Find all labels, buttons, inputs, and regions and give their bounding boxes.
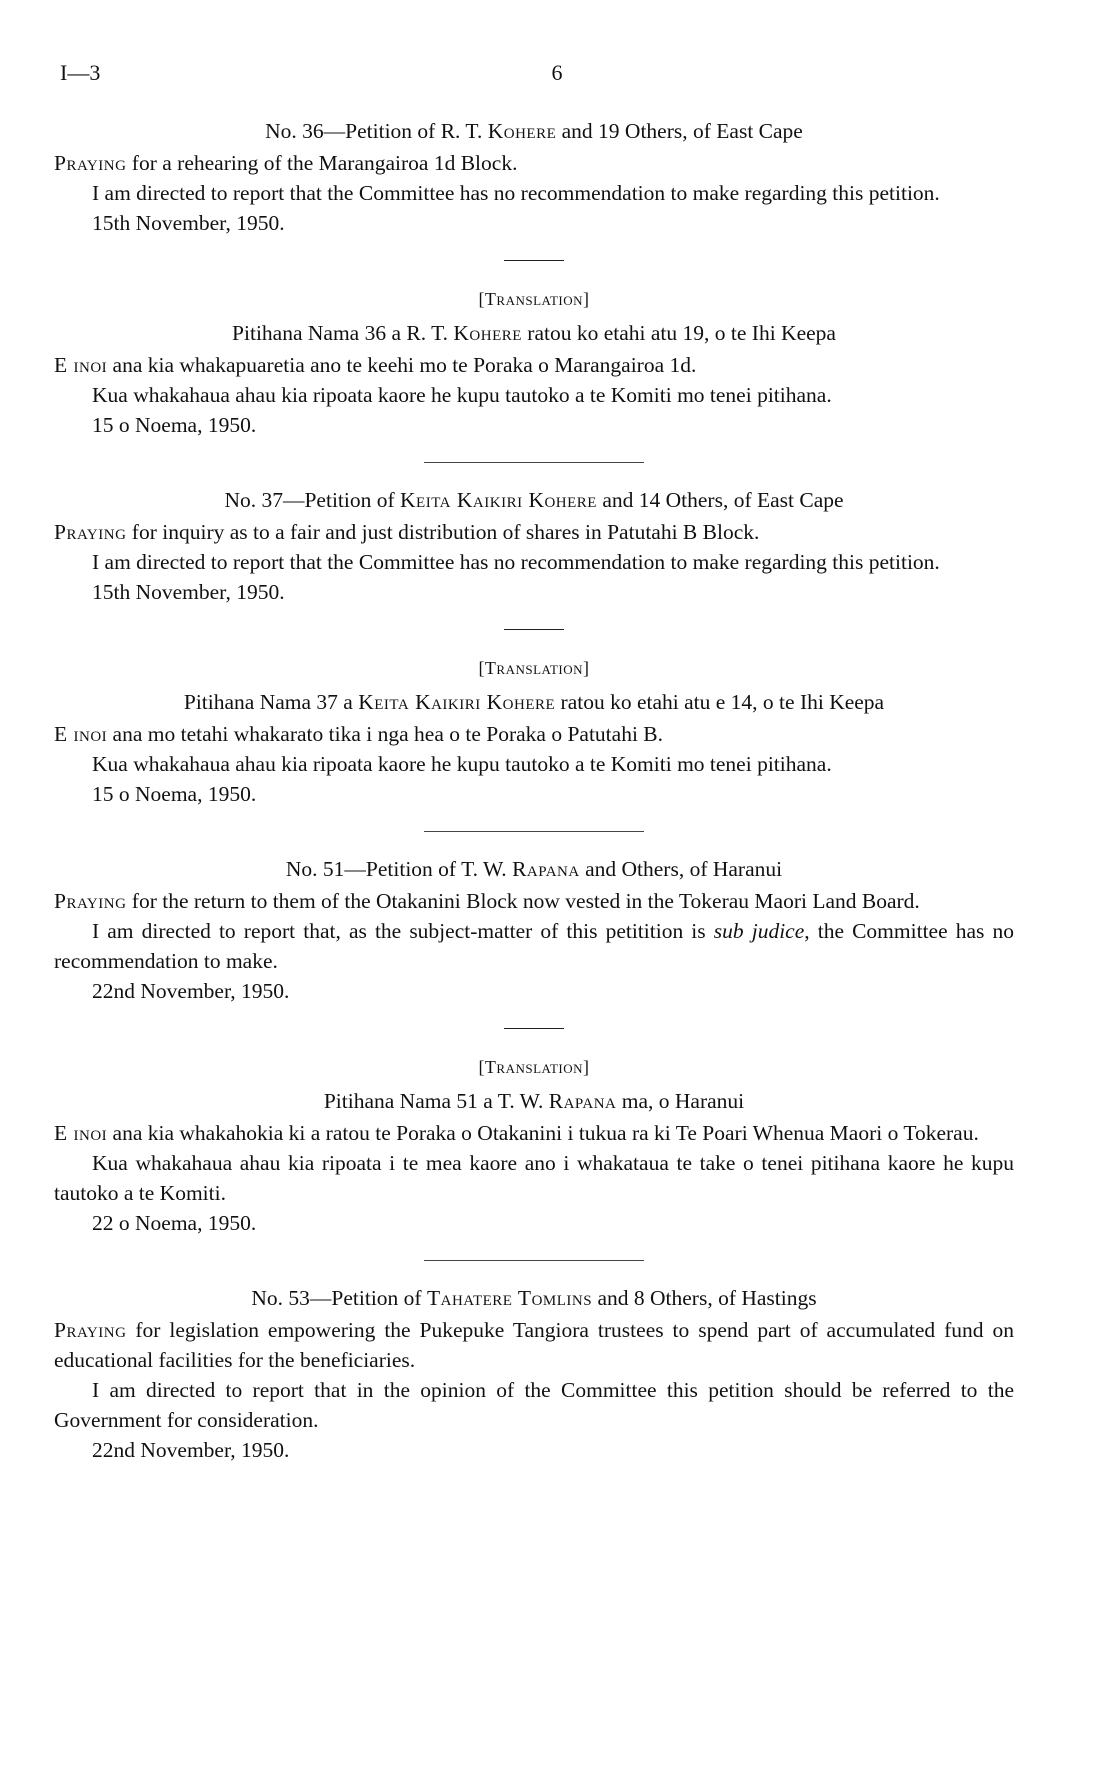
petitioner-name: Tahatere Tomlins bbox=[426, 1286, 593, 1310]
translation-heading: Pitihana Nama 51 a T. W. Rapana ma, o Haranui bbox=[323, 1089, 745, 1113]
page-header bbox=[60, 60, 1054, 90]
report-paragraph: I am directed to report that, as the subject-matter of this petitition is sub judice, the Committee has no recommendation to make. bbox=[54, 919, 1014, 973]
petition-51 bbox=[54, 854, 1014, 1238]
petitioner-name: Kohere bbox=[453, 321, 522, 345]
section-divider bbox=[424, 831, 644, 832]
praying-paragraph: Praying for inquiry as to a fair and just distribution of shares in Patutahi B Block. bbox=[54, 520, 760, 544]
report-date: 22nd November, 1950. bbox=[92, 1438, 290, 1462]
report-paragraph: I am directed to report that in the opinion of the Committee this petition should be referred to the Government for consideration. bbox=[54, 1378, 1014, 1432]
translation-label: [Translation] bbox=[478, 658, 590, 678]
praying-paragraph: Praying for a rehearing of the Marangairoa 1d Block. bbox=[54, 151, 518, 175]
translation-label: [Translation] bbox=[478, 1057, 590, 1077]
report-date: 15th November, 1950. bbox=[92, 211, 285, 235]
translation-report-paragraph: Kua whakahaua ahau kia ripoata kaore he kupu tautoko a te Komiti mo tenei pitihana. bbox=[92, 383, 832, 407]
report-date: 15th November, 1950. bbox=[92, 580, 285, 604]
petition-36 bbox=[54, 116, 1014, 440]
translation-heading: Pitihana Nama 37 a Keita Kaikiri Kohere ratou ko etahi atu e 14, o te Ihi Keepa bbox=[183, 690, 885, 714]
petitioner-name: Keita Kaikiri Kohere bbox=[400, 488, 597, 512]
inoi-paragraph: E inoi ana kia whakahokia ki a ratou te Poraka o Otakanini i tukua ra ki Te Poari Whenua Maori o Tokerau. bbox=[54, 1121, 979, 1145]
inoi-paragraph: E inoi ana kia whakapuaretia ano te keehi mo te Poraka o Marangairoa 1d. bbox=[54, 353, 697, 377]
page-content bbox=[54, 116, 1014, 1465]
report-paragraph: I am directed to report that the Committee has no recommendation to make regarding this petition. bbox=[92, 550, 940, 574]
divider-short bbox=[504, 629, 564, 630]
petitioner-name: Rapana bbox=[548, 1089, 617, 1113]
inoi-paragraph: E inoi ana mo tetahi whakarato tika i nga hea o te Poraka o Patutahi B. bbox=[54, 722, 664, 746]
report-paragraph: I am directed to report that the Committee has no recommendation to make regarding this petition. bbox=[92, 181, 940, 205]
translation-label: [Translation] bbox=[478, 289, 590, 309]
parliamentary-paper-reference: I—3 bbox=[60, 60, 101, 85]
report-date: 22nd November, 1950. bbox=[92, 979, 290, 1003]
petition-heading: No. 36—Petition of R. T. Kohere and 19 Others, of East Cape bbox=[265, 119, 803, 143]
petitioner-name: Keita Kaikiri Kohere bbox=[358, 690, 556, 714]
page-number: 6 bbox=[551, 60, 563, 85]
petition-heading: No. 53—Petition of Tahatere Tomlins and 8 Others, of Hastings bbox=[251, 1286, 817, 1310]
translation-date: 22 o Noema, 1950. bbox=[92, 1211, 257, 1235]
praying-paragraph: Praying for the return to them of the Otakanini Block now vested in the Tokerau Maori Land Board. bbox=[54, 889, 920, 913]
translation-report-paragraph: Kua whakahaua ahau kia ripoata i te mea kaore ano i whakataua te take o tenei pitihana kaore he kupu tautoko a te Komiti. bbox=[54, 1151, 1014, 1205]
petitioner-name: Kohere bbox=[487, 119, 557, 143]
divider-short bbox=[504, 260, 564, 261]
section-divider bbox=[424, 462, 644, 463]
translation-date: 15 o Noema, 1950. bbox=[92, 782, 257, 806]
translation-report-paragraph: Kua whakahaua ahau kia ripoata kaore he kupu tautoko a te Komiti mo tenei pitihana. bbox=[92, 752, 832, 776]
petition-53 bbox=[54, 1283, 1014, 1465]
translation-heading: Pitihana Nama 36 a R. T. Kohere ratou ko etahi atu 19, o te Ihi Keepa bbox=[232, 321, 836, 345]
petition-37 bbox=[54, 485, 1014, 809]
petitioner-name: Rapana bbox=[512, 857, 580, 881]
latin-term: sub judice bbox=[713, 919, 805, 943]
petition-heading: No. 51—Petition of T. W. Rapana and Others, of Haranui bbox=[285, 857, 783, 881]
petition-heading: No. 37—Petition of Keita Kaikiri Kohere and 14 Others, of East Cape bbox=[224, 488, 844, 512]
section-divider bbox=[424, 1260, 644, 1261]
translation-date: 15 o Noema, 1950. bbox=[92, 413, 257, 437]
praying-paragraph: Praying for legislation empowering the Pukepuke Tangiora trustees to spend part of accumulated fund on educational facilities for the beneficiaries. bbox=[54, 1318, 1014, 1372]
divider-short bbox=[504, 1028, 564, 1029]
